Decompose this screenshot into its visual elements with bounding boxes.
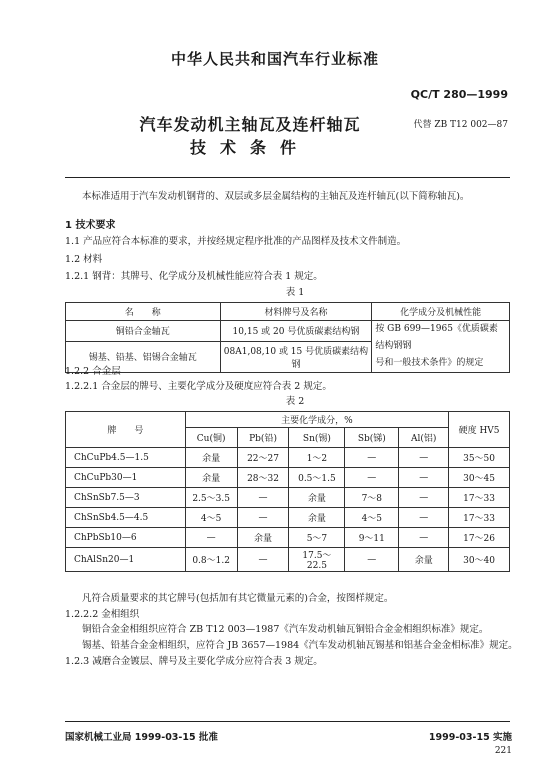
table-cell: — — [345, 468, 399, 488]
table-row — [66, 488, 510, 508]
table-cell: 17～33 — [449, 488, 510, 508]
table-row — [66, 508, 510, 528]
table-cell: — — [399, 448, 449, 468]
table-header-row — [66, 412, 510, 428]
table-cell: 28～32 — [237, 468, 289, 488]
column-header: Cu(铜) — [185, 428, 237, 448]
column-header: 材料牌号及名称 — [220, 303, 372, 321]
table-cell: 1～2 — [289, 448, 345, 468]
table-cell: 9～11 — [345, 528, 399, 548]
table-cell: — — [237, 488, 289, 508]
alloy-table — [65, 411, 510, 572]
table-cell: 余量 — [185, 468, 237, 488]
column-header: Al(铝) — [399, 428, 449, 448]
table-cell: 锡基、铅基、铝锡合金轴瓦 — [66, 341, 221, 372]
merged-spec-cell — [372, 321, 510, 373]
table-cell: — — [399, 468, 449, 488]
column-header: Sb(锑) — [345, 428, 399, 448]
grade-cell: ChSnSb7.5—3 — [66, 488, 186, 508]
table-cell: 余量 — [399, 548, 449, 572]
section-heading: 1 技术要求 — [65, 220, 116, 231]
table-cell: 22～27 — [237, 448, 289, 468]
clause-1-2-2-1: 1.2.2.1 合金层的牌号、主要化学成分及硬度应符合表 2 规定。 — [65, 381, 332, 392]
header-divider — [65, 177, 510, 178]
document-subtitle: 技术条件 — [189, 138, 310, 157]
clause-1-2: 1.2 材料 — [65, 254, 103, 265]
standard-number: QC/T 280—1999 — [410, 88, 508, 101]
table-cell: 4～5 — [345, 508, 399, 528]
table-cell: 17～33 — [449, 508, 510, 528]
table-cell: 余量 — [237, 528, 289, 548]
table-cell: — — [345, 548, 399, 572]
material-table — [65, 302, 510, 373]
grade-cell: ChCuPb30—1 — [66, 468, 186, 488]
table-cell: — — [399, 488, 449, 508]
spec-line: 号和一般技术条件》的规定 — [375, 358, 484, 368]
table-cell: 35～50 — [449, 448, 510, 468]
clause-1-2-3: 1.2.3 减磨合金镀层、牌号及主要化学成分应符合表 3 规定。 — [65, 656, 323, 667]
table-row — [66, 468, 510, 488]
table-cell: — — [237, 508, 289, 528]
table-row — [66, 548, 510, 572]
table-cell: 4～5 — [185, 508, 237, 528]
table-cell: 余量 — [289, 488, 345, 508]
table-cell: 余量 — [185, 448, 237, 468]
table-cell: 2.5～3.5 — [185, 488, 237, 508]
table-cell: 余量 — [289, 508, 345, 528]
clause-1-2-1: 1.2.1 钢背：其牌号、化学成分及机械性能应符合表 1 规定。 — [65, 271, 323, 282]
column-header: Pb(铅) — [237, 428, 289, 448]
page-number: 221 — [494, 746, 512, 756]
table-cell: 10,15 或 20 号优质碳素结构钢 — [220, 321, 372, 342]
column-group-header: 主要化学成分，% — [185, 412, 448, 428]
replaces-note: 代替 ZB T12 002—87 — [413, 120, 508, 130]
table2-caption: 表 2 — [285, 396, 305, 407]
tin-lead-paragraph: 锡基、铅基合金金相组织，应符合 JB 3657—1984《汽车发动机轴瓦锡基和铝基合金金相标准》规定。 — [82, 640, 518, 651]
table-cell: — — [185, 528, 237, 548]
grade-cell: ChSnSb4.5—4.5 — [66, 508, 186, 528]
table-cell: 30～45 — [449, 468, 510, 488]
table-cell: 0.8～1.2 — [185, 548, 237, 572]
table-cell: — — [399, 528, 449, 548]
table-cell: — — [237, 548, 289, 572]
column-header: 化学成分及机械性能 — [372, 303, 510, 321]
copper-lead-paragraph: 铜铅合金金相组织应符合 ZB T12 003—1987《汽车发动机轴瓦铜铅合金金相组织标准》规定。 — [82, 624, 489, 635]
table-cell: 5～7 — [289, 528, 345, 548]
table-row — [66, 448, 510, 468]
table-cell: 17～26 — [449, 528, 510, 548]
approval-note: 国家机械工业局 1999-03-15 批准 — [65, 732, 218, 743]
clause-1-2-2: 1.2.2 合金层 — [65, 366, 121, 377]
grade-cell: ChAlSn20—1 — [66, 548, 186, 572]
grade-cell: ChPbSb10—6 — [66, 528, 186, 548]
table-cell: 铜铅合金轴瓦 — [66, 321, 221, 342]
table-cell: 08A1,08,10 或 15 号优质碳素结构钢 — [220, 341, 372, 372]
footer-divider — [65, 721, 510, 722]
alloy-note: 凡符合质量要求的其它牌号(包括加有其它微量元素的)合金，按图样规定。 — [82, 593, 394, 604]
clause-1-2-2-2: 1.2.2.2 金相组织 — [65, 609, 140, 620]
column-header: 名 称 — [66, 303, 221, 321]
table-cell: 7～8 — [345, 488, 399, 508]
table-row — [66, 528, 510, 548]
table-header-row — [66, 303, 510, 321]
column-header: 牌 号 — [66, 412, 186, 448]
table-cell: 30～40 — [449, 548, 510, 572]
column-header: 硬度 HV5 — [449, 412, 510, 448]
implementation-date: 1999-03-15 实施 — [428, 732, 512, 743]
spec-line: 按 GB 699—1965《优质碳素结构钢钢 — [375, 324, 498, 351]
document-title: 汽车发动机主轴瓦及连杆轴瓦 — [139, 115, 361, 134]
table-cell: — — [345, 448, 399, 468]
table-cell: 0.5～1.5 — [289, 468, 345, 488]
standard-org-title: 中华人民共和国汽车行业标准 — [170, 50, 379, 68]
table1-caption: 表 1 — [285, 287, 305, 298]
clause-1-1: 1.1 产品应符合本标准的要求，并按经规定程序批准的产品图样及技术文件制造。 — [65, 236, 407, 247]
table-row — [66, 321, 510, 342]
table-cell: — — [399, 508, 449, 528]
grade-cell: ChCuPb4.5—1.5 — [66, 448, 186, 468]
intro-paragraph: 本标准适用于汽车发动机钢背的、双层或多层金属结构的主轴瓦及连杆轴瓦(以下简称轴瓦)。 — [82, 191, 470, 202]
column-header: Sn(锡) — [289, 428, 345, 448]
table-cell: 17.5～22.5 — [289, 548, 345, 572]
